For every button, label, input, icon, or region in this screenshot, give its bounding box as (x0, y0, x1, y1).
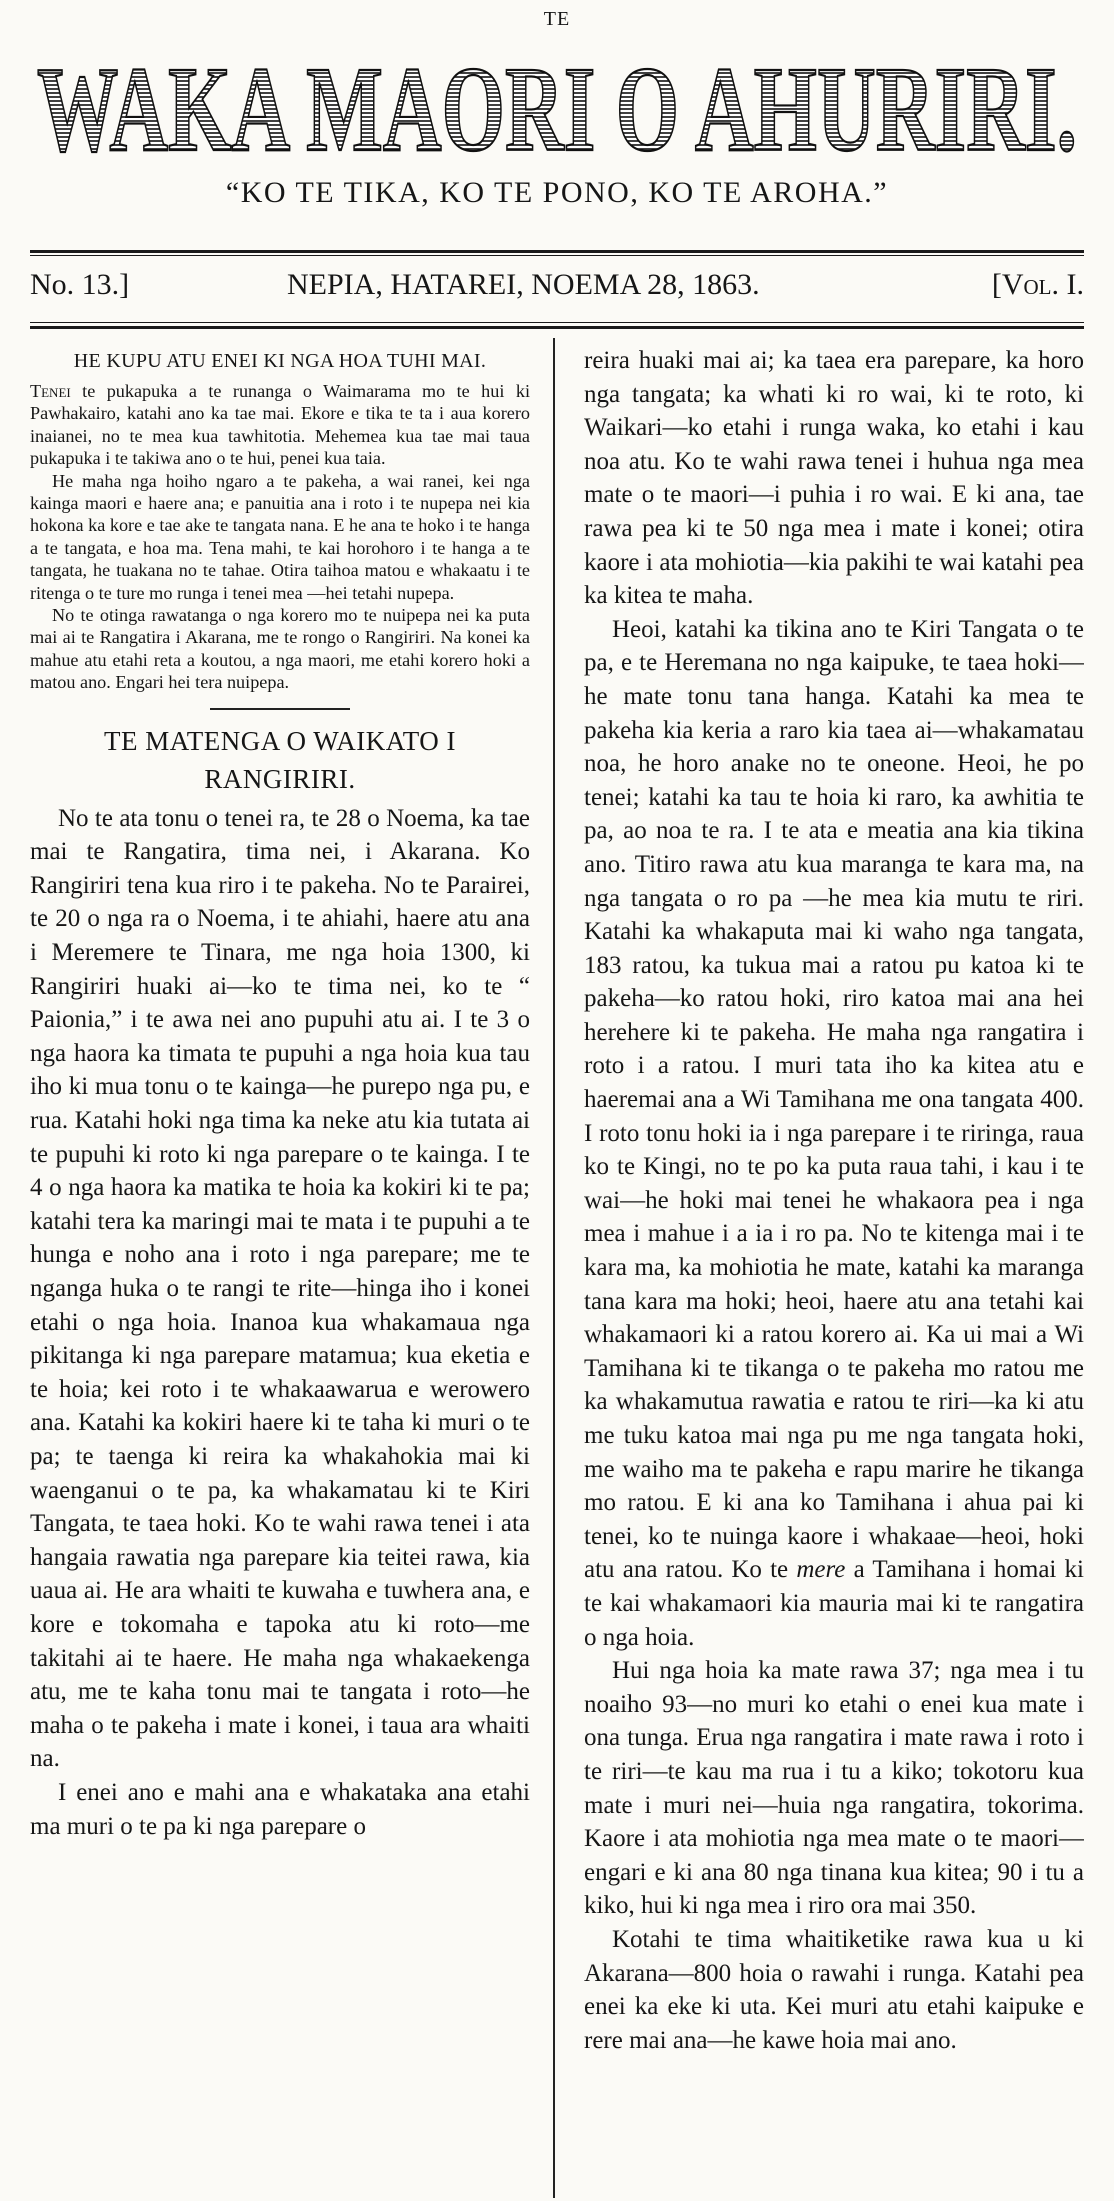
notice-p1-text: te pukapuka a te runanga o Waimarama mo te hui ki Pawhakairo, katahi ano ka tae mai. Ekore e tika te ta i aua korero inaianei, no te mea kua tawhitotia. Mehemea kua tae mai taua pukapuka i te takiwa ano o te hui, penei kua taia. (30, 381, 530, 469)
dateline-rule (30, 322, 1084, 323)
notice-paragraph-3: No te otinga rawatanga o nga korero mo te nuipepa nei ka puta mai ai te Rangatira i Akarana, me te rongo o Rangiriri. Na konei ka mahue atu etahi reta a koutou, a nga maori, me etahi korero hoki a matou ano. Engari hei tera nuipepa. (30, 605, 530, 693)
article-heading: TE MATENGA O WAIKATO I RANGIRIRI. (104, 725, 456, 794)
right-column (584, 344, 1084, 2057)
article-paragraph-5: Kotahi te tima whaitiketike rawa kua u ki Akarana—800 hoia o rawahi i runga. Katahi pea enei ka eke ki uta. Kei muri atu etahi kaipuke e rere mai ana—he kawe hoia mai ano. (584, 1925, 1084, 2054)
section-divider (210, 708, 350, 710)
article-paragraph-2-continued: reira huaki mai ai; ka taea era parepare, ka horo nga tangata; ka whati ki ro wai, ki te roto, ki Waikari—ko etahi i runga waka, ko etahi i kau noa atu. Ko te wahi rawa tenei i huhua nga mea mate o te maori—i puhia i ro wai. E ki ana, tae rawa pea ki te 50 nga mea i mate i konei; otira kaore i ata mohiotia—kia pakihi te wai katahi pea ka kitea te maha. (584, 347, 1084, 610)
dateline (30, 262, 1084, 312)
p3-italic-word: mere (796, 1556, 846, 1584)
motto: “KO TE TIKA, KO TE PONO, KO TE AROHA.” (225, 176, 889, 209)
dateline-rule-thick (30, 326, 1084, 329)
p3-text: Heoi, katahi ka tikina ano te Kiri Tangata o te pa, e te Heremana no nga kaipuke, te taea hoki—he mate tonu tana hanga. Katahi ka mea te pakeha kia keria a raro kia taea ai—whakamatau noa, he horo anake no te oneone. Heoi, he po tenei; katahi ka tau te hoia ki raro, ka awhitia te pa, ao noa te ra. I te ata e meatia ana kia tikina ano. Titiro rawa atu kua maranga te kara ma, na nga tangata o ro pa —he mea kia mutu te riri. Katahi ka whakaputa mai ki waho nga tangata, 183 ratou, ka tukua mai a ratou pu katoa ki te pakeha—ko ratou hoki, riro katoa mai ana hei herehere ki te pakeha. He maha nga rangatira i roto i a ratou. I muri tata iho ka kitea atu e haeremai ana a Wi Tamihana me ona tangata 400. I roto tonu hoki ia i nga parepare i te riringa, raua ko te Kingi, no te po ka puta raua tahi, i kau i te wai—he hoki mai tenei he whakaora pea i nga mea i mahue i a ia i ro pa. No te kitenga mai i te kara ma, ka mohiotia he mate, katahi ka maranga tana kara ma hoki; heoi, haere atu ana tetahi kai whakamaori ki a ratou korero ai. Ka ui mai a Wi Tamihana ki te tikanga o te pakeha mo ratou me ka whakamutua rawatia e ratou te riri—ka ki atu me tuku katoa mai nga pu me nga tangata hoki, me waiho ma te pakeha e rapu marire he tikanga mo ratou. E ki ana ko Tamihana i ahua pai ki tenei, ko te nuinga kaore i whakaae—heoi, hoki atu ana ratou. Ko te (584, 615, 1084, 1584)
column-divider (553, 338, 555, 2198)
left-column (30, 350, 530, 1843)
notice-lead-word: Tenei (30, 381, 71, 401)
issue-number: No. 13.] (30, 268, 130, 301)
top-rule-thin (30, 255, 1084, 256)
masthead-small-title: TE (543, 8, 571, 30)
notice-heading: HE KUPU ATU ENEI KI NGA HOA TUHI MAI. (73, 350, 487, 372)
notice-paragraph-2: He maha nga hoiho ngaro a te pakeha, a wai ranei, kei nga kainga maori e haere ana; e panuitia ana i roto i te nupepa nei kia hokona ka kore e tae ake te tangata nana. E he ana te hoko i te hanga a te tangata, e hoa ma. Tena mahi, te kai horohoro i te hanga a te tangata, he tuakana no te tahae. Otira taihoa matou e whakaatu i te ritenga o te ture mo runga i tenei mea —hei tetahi nupepa. (30, 470, 530, 603)
masthead-title (30, 40, 1084, 170)
article-paragraph-3 (584, 613, 1084, 1654)
notice-paragraph-1 (30, 380, 530, 470)
place-date: NEPIA, HATAREI, NOEMA 28, 1863. (287, 268, 760, 301)
article-paragraph-4: Hui nga hoia ka mate rawa 37; nga mea i tu noaiho 93—no muri ko etahi o enei kua mate i ona tunga. Erua nga rangatira i mate rawa i roto i te riri—te kau ma rua i tu a kiko; tokotoru kua mate i muri nei—huia nga rangatira, tokorima. Kaore i ata mohiotia nga mea mate o te maori—engari e ki ana 80 nga tinana kua kitea; 90 i tu a kiko, hui ki nga mea i riro ora mai 350. (584, 1657, 1084, 1920)
top-rule (30, 250, 1084, 253)
volume: [Vol. I. (991, 268, 1084, 301)
article-paragraph-1: No te ata tonu o tenei ra, te 28 o Noema, ka tae mai te Rangatira, tima nei, i Akarana. Ko Rangiriri tena kua riro i te pakeha. No te Parairei, te 20 o nga ra o Noema, i te ahiahi, haere atu ana i Meremere te Tinara, me nga hoia 1300, ki Rangiriri huaki ai—ko te tima nei, ko te “ Paionia,” i te awa nei ano pupuhi atu ai. I te 3 o nga haora ka timata te pupuhi a nga hoia kua tau iho ki mua tonu o te kainga—he purepo nga pu, e rua. Katahi hoki nga tima ka neke atu kia tutata ai te pupuhi ki roto ki nga parepare o te kainga. I te 4 o nga haora ka matika te hoia ka kokiri ki te pa; katahi tera ka maringi mai te mata i te pupuhi a te hunga e noho ana i roto i nga parepare; me te nganga huka o te rangi te rite—hinga iho i konei etahi o nga hoia. Inanoa kua whakamaua nga pikitanga ki nga parepare matamua; kua eketia e te hoia; kei roto i te whakaawarua e werowero ana. Katahi ka kokiri haere ki te taha ki muri o te pa; te taenga ki reira ka whakahokia mai ki waenganui o te pa, ka whakamatau ki te Kiri Tangata, te taea hoki. Ko te wahi rawa tenei i ata hangaia rawatia nga parepare kia teitei rawa, kia uaua ai. He ara whaiti te kuwaha e tuwhera ana, e kore e tokomaha e tapoka atu ki roto—me takitahi ai te haere. He maha nga whakaekenga atu, me te kaha tonu mai te tangata i roto—he maha o te pakeha i mate i konei, i taua ara whaiti na. (30, 804, 530, 1773)
article-paragraph-2-start: I enei ano e mahi ana e whakataka ana etahi ma muri o te pa ki nga parepare o (30, 1778, 530, 1840)
masthead-title-text: WAKA MAORI O AHURIRI. (37, 42, 1077, 170)
p3-end-text: a Tamihana i homai ki te kai whakamaori kia mauria mai ki te rangatira o nga hoia. (584, 1556, 1084, 1651)
